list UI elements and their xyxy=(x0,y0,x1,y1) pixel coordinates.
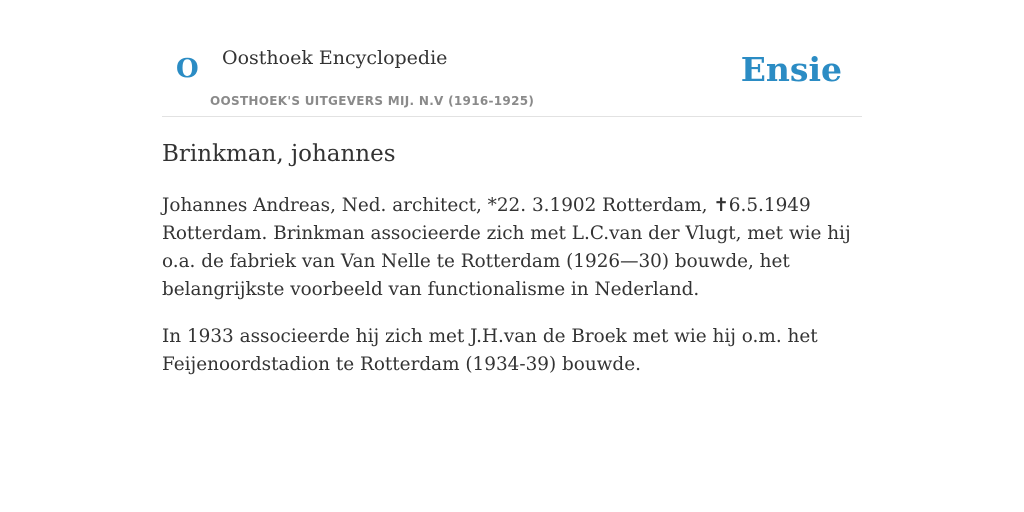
page-container xyxy=(162,0,862,375)
source-logo-link[interactable]: O xyxy=(176,54,199,84)
ensie-logo-link[interactable]: Ensie xyxy=(740,50,842,89)
article-title: Brinkman, johannes xyxy=(162,141,396,167)
source-publisher: OOSTHOEK'S UITGEVERS MIJ. N.V (1916-1925) xyxy=(210,94,535,108)
article-paragraph: In 1933 associeerde hij zich met J.H.van de Broek met wie hij o.m. het Feijenoordstadion te Rotterdam (1934-39) bouwde. xyxy=(162,326,818,375)
site-header xyxy=(162,0,862,117)
source-title: Oosthoek Encyclopedie xyxy=(222,47,448,69)
article-paragraph: Johannes Andreas, Ned. architect, *22. 3.1902 Rotterdam, ✝6.5.1949 Rotterdam. Brinkman associeerde zich met L.C.van der Vlugt, met wie hij o.a. de fabriek van Van Nelle te Rotterdam (1926—30) bouwde, het belangrijkste voorbeeld van functionalisme in Nederland. xyxy=(162,195,851,300)
article-body xyxy=(162,192,862,398)
